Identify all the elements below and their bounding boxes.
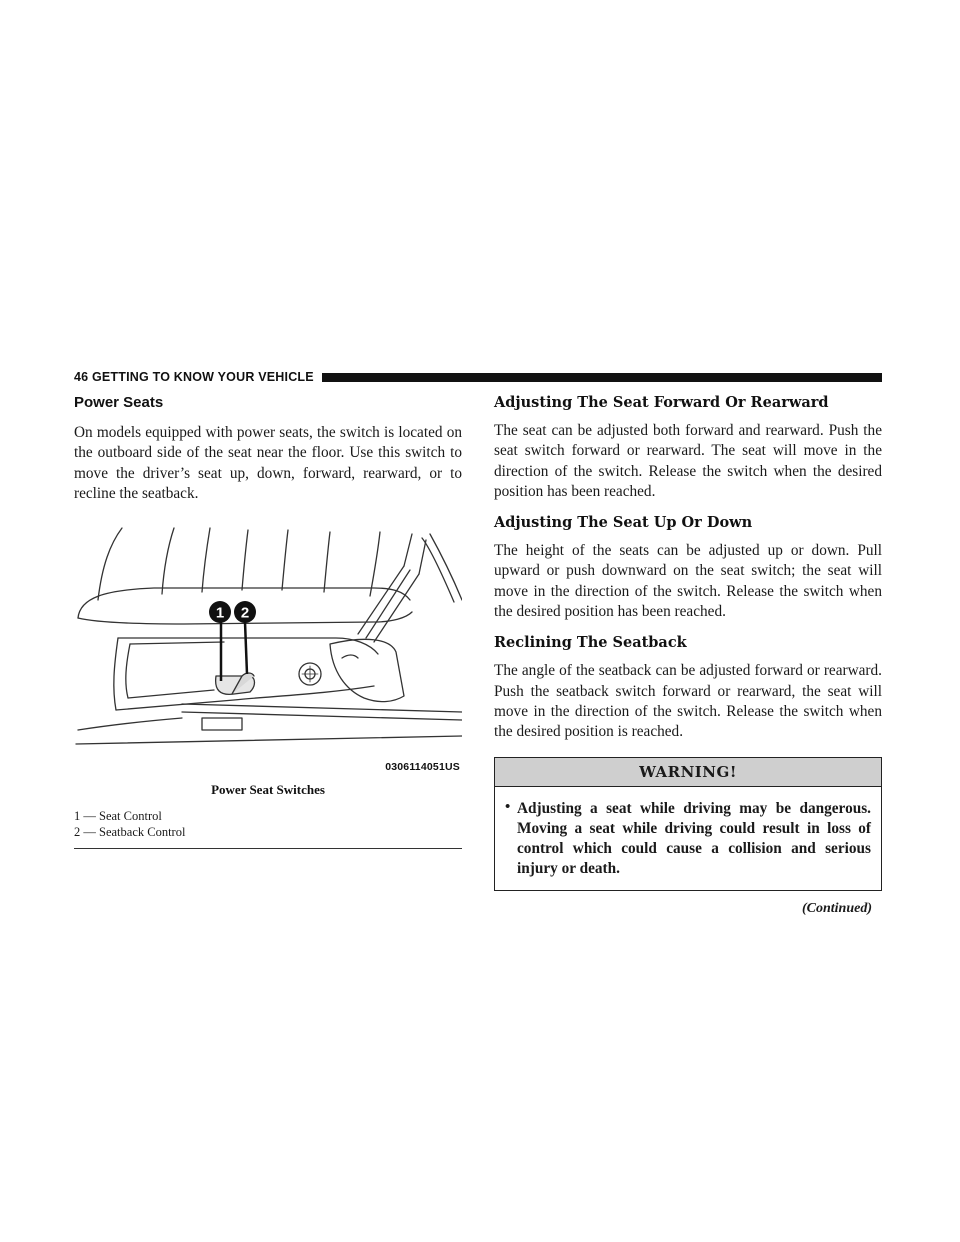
- figure-legend: [74, 808, 462, 840]
- power-seat-figure: [74, 526, 462, 778]
- recline-paragraph: The angle of the seatback can be adjusted forward or rearward. Push the seatback switch forward or rearward, the seat will move in the direction of the switch. Release the switch when the desired position is reached.: [494, 662, 882, 741]
- callout-1: 1: [215, 604, 225, 622]
- warning-title: WARNING!: [495, 758, 881, 787]
- section-heading-recline: Reclining The Seatback: [494, 634, 687, 652]
- left-column: [74, 394, 462, 849]
- legend-item: 1 — Seat Control: [74, 809, 162, 824]
- page-header: [74, 369, 882, 385]
- section-heading-forward-rearward: Adjusting The Seat Forward Or Rearward: [494, 394, 829, 411]
- bullet-icon: •: [505, 798, 511, 815]
- continued-label: (Continued): [801, 900, 872, 916]
- seat-illustration: [74, 526, 462, 778]
- callout-2: 2: [240, 604, 250, 622]
- forward-rearward-paragraph: The seat can be adjusted both forward and rearward. Push the seat switch forward or rearward. The seat will move in the direction of the switch. Release the switch when the desired position has been reached.: [494, 422, 882, 500]
- warning-text: Adjusting a seat while driving may be dangerous. Moving a seat while driving could result in loss of control which could cause a collision and serious injury or death.: [517, 799, 871, 878]
- warning-box: [494, 757, 882, 891]
- warning-body: [495, 787, 881, 890]
- legend-rule: [74, 848, 462, 849]
- section-heading-power-seats: Power Seats: [74, 394, 164, 411]
- power-seats-paragraph: On models equipped with power seats, the switch is located on the outboard side of the seat near the floor. Use this switch to move the driver’s seat up, down, forward, rearward, or to recline the seatback.: [74, 424, 462, 502]
- legend-item: 2 — Seatback Control: [74, 825, 186, 840]
- figure-caption: Power Seat Switches: [211, 782, 325, 798]
- right-column: [494, 394, 882, 917]
- page-header-text: 46 GETTING TO KNOW YOUR VEHICLE: [74, 370, 314, 384]
- up-down-paragraph: The height of the seats can be adjusted up or down. Pull upward or push downward on the seat switch; the seat will move in the direction of the switch. Release the switch when the desired position has been reached.: [494, 542, 882, 621]
- figure-code: 0306114051US: [385, 761, 460, 774]
- header-rule: [322, 373, 882, 382]
- section-heading-up-down: Adjusting The Seat Up Or Down: [494, 514, 753, 532]
